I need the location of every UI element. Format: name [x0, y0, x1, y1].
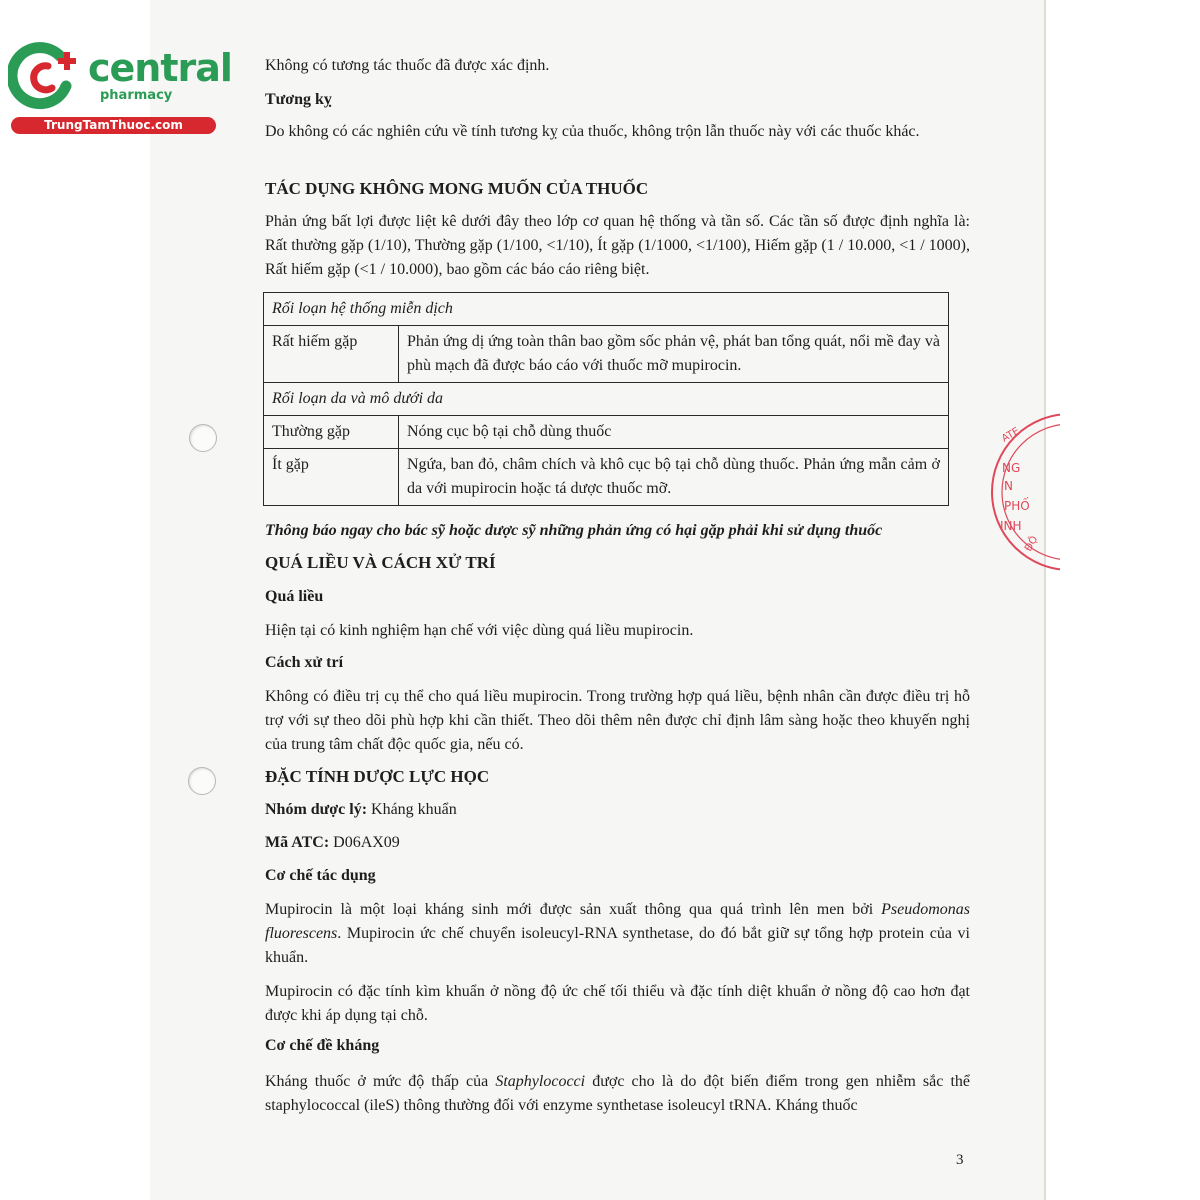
punch-hole-top — [189, 424, 217, 452]
table-group-row — [264, 293, 949, 326]
stamp-text-4: PHỐ — [1004, 499, 1030, 513]
bacteria-name: Pseudomonas fluorescens — [265, 901, 970, 942]
mechanism-text-part: . Mupirocin ức chế chuyển isoleucyl-RNA synthetase, do đó bắt giữ sự tổng hợp protein của vi khuẩn. — [265, 925, 970, 966]
table-description-cell: Phản ứng dị ứng toàn thân bao gồm sốc phản vệ, phát ban tổng quát, nổi mề đay và phù mạch đã được báo cáo với thuốc mỡ mupirocin. — [399, 326, 949, 383]
logo-wordmark: central — [88, 46, 232, 90]
scan-margin-right — [1046, 0, 1200, 1200]
treatment-text: Không có điều trị cụ thể cho quá liều mupirocin. Trong trường hợp quá liều, bệnh nhân cần được điều trị hỗ trợ với sự theo dõi phù hợp khi cần thiết. Theo dõi thêm nên được chỉ định lâm sàng hoặc theo khuyến nghị của trung tâm chất độc quốc gia, nếu có. — [265, 688, 970, 753]
stamp-text-5: INH — [1000, 519, 1022, 533]
resistance-text-part: được cho là do đột biến điểm trong gen nhiễm sắc thể staphylococcal (ileS) thông thường đối với enzyme synthetase isoleucyl tRNA. Kháng thuốc — [265, 1073, 970, 1114]
mechanism-heading: Cơ chế tác dụng — [265, 867, 376, 884]
scan-margin-left — [0, 0, 150, 1200]
table-row — [264, 326, 949, 383]
resistance-heading: Cơ chế đề kháng — [265, 1037, 380, 1054]
stamp-text-6: ĐỘ — [1023, 534, 1041, 554]
pharm-group-label: Nhóm dược lý: — [265, 801, 368, 818]
stamp-text-3: N — [1004, 479, 1013, 493]
incompatibility-heading: Tương kỵ — [265, 91, 332, 108]
incompatibility-text: Do không có các nghiên cứu về tính tương kỵ của thuốc, không trộn lẫn thuốc này với các thuốc khác. — [265, 123, 920, 140]
table-frequency-cell: Thường gặp — [264, 416, 399, 449]
mechanism-text-1 — [265, 898, 970, 970]
table-group-row — [264, 383, 949, 416]
table-frequency-cell: Ít gặp — [264, 449, 399, 506]
resistance-text-part: Kháng thuốc ở mức độ thấp của — [265, 1073, 496, 1090]
overdose-heading: QUÁ LIỀU VÀ CÁCH XỬ TRÍ — [265, 553, 496, 572]
adverse-effects-heading: TÁC DỤNG KHÔNG MONG MUỐN CỦA THUỐC — [265, 179, 649, 198]
punch-hole-bottom — [188, 767, 216, 795]
page-number: 3 — [956, 1152, 964, 1168]
table-row — [264, 449, 949, 506]
overdose-subheading: Quá liều — [265, 588, 324, 605]
stamp-text-1: ATE — [1000, 425, 1022, 445]
overdose-text: Hiện tại có kinh nghiệm hạn chế với việc dùng quá liều mupirocin. — [265, 622, 694, 639]
logo-website-banner: TrungTamThuoc.com — [11, 117, 216, 134]
notice-text: Thông báo ngay cho bác sỹ hoặc dược sỹ những phản ứng có hại gặp phải khi sử dụng thuốc — [265, 522, 883, 539]
logo-subtitle: pharmacy — [100, 88, 173, 103]
pharm-group-value: Kháng khuẩn — [371, 801, 457, 818]
mechanism-text-2: Mupirocin có đặc tính kìm khuẩn ở nồng độ ức chế tối thiểu và đặc tính diệt khuẩn ở nồng độ cao hơn đạt được khi áp dụng tại chỗ. — [265, 983, 970, 1024]
official-stamp-icon — [990, 412, 1060, 572]
bacteria-name: Staphylococci — [495, 1073, 586, 1090]
atc-code — [265, 831, 970, 855]
adverse-effects-text: Phản ứng bất lợi được liệt kê dưới đây theo lớp cơ quan hệ thống và tần số. Các tần số được định nghĩa là: Rất thường gặp (1/10), Thường gặp (1/100, <1/10), Ít gặp (1/1000, <1/100), Hiếm gặp (1 / 10.000, <1 / 1000), Rất hiếm gặp (<1 / 10.000), bao gồm các báo cáo riêng biệt. — [265, 213, 970, 278]
resistance-text — [265, 1070, 970, 1118]
pharmacological-group — [265, 798, 970, 822]
table-row — [264, 416, 949, 449]
table-group-label: Rối loạn hệ thống miễn dịch — [264, 293, 949, 326]
atc-label: Mã ATC: — [265, 834, 330, 851]
pharmacodynamics-heading: ĐẶC TÍNH DƯỢC LỰC HỌC — [265, 767, 490, 786]
atc-value: D06AX09 — [333, 834, 400, 851]
table-description-cell: Ngứa, ban đỏ, châm chích và khô cục bộ tại chỗ dùng thuốc. Phản ứng mẫn cảm ở da với mupirocin hoặc tá dược thuốc mỡ. — [399, 449, 949, 506]
treatment-heading: Cách xử trí — [265, 654, 344, 671]
central-pharmacy-logo[interactable] — [8, 38, 232, 138]
table-group-label: Rối loạn da và mô dưới da — [264, 383, 949, 416]
interactions-text: Không có tương tác thuốc đã được xác định. — [265, 57, 550, 74]
table-frequency-cell: Rất hiếm gặp — [264, 326, 399, 383]
pharmacy-cross-icon — [8, 38, 88, 114]
adverse-effects-table — [263, 292, 949, 506]
stamp-text-2: NG — [1002, 461, 1021, 475]
mechanism-text-part: Mupirocin là một loại kháng sinh mới được sản xuất thông qua quá trình lên men bởi — [265, 901, 882, 918]
table-description-cell: Nóng cục bộ tại chỗ dùng thuốc — [399, 416, 949, 449]
